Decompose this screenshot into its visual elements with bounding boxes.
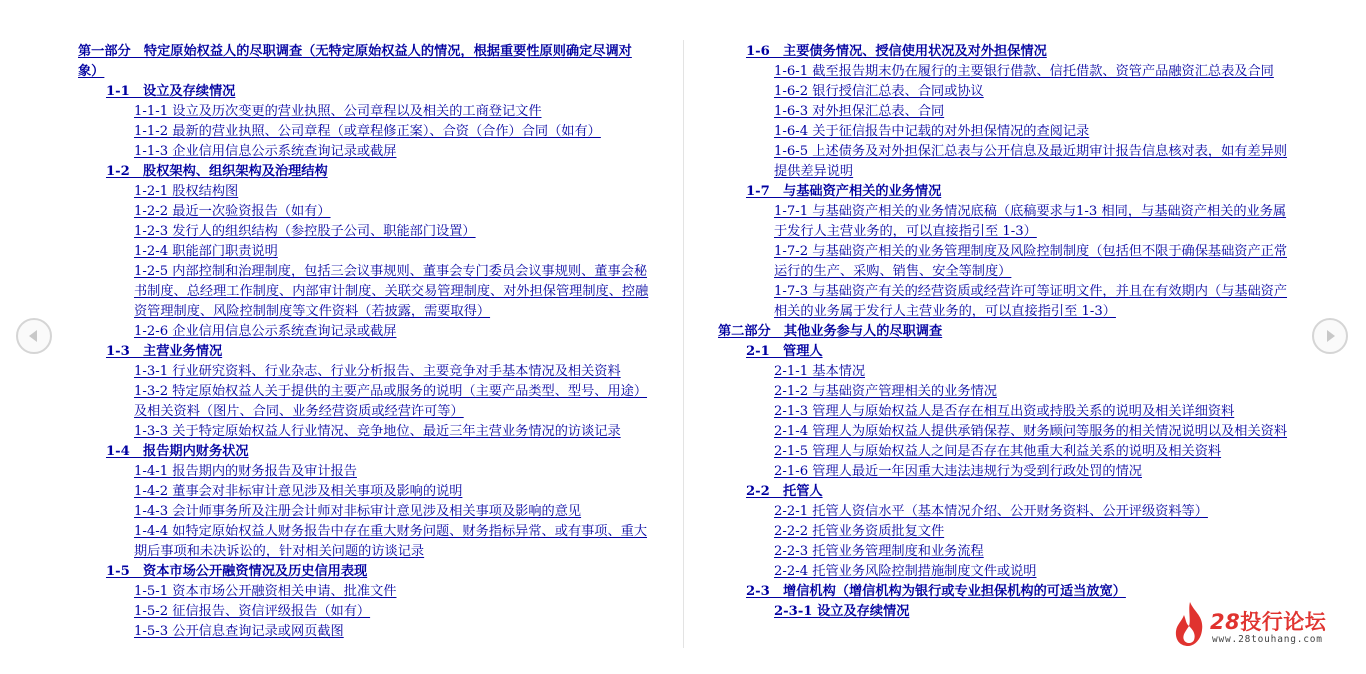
toc-item-link[interactable]: 1-4-1 报告期内的财务报告及审计报告 (134, 464, 357, 479)
watermark-url: www.28touhang.com (1212, 634, 1323, 645)
toc-item-link[interactable]: 1-2-5 内部控制和治理制度，包括三会议事规则、董事会专门委员会议事规则、董事会秘书制度、总经理工作制度、内部审计制度、关联交易管理制度、对外担保管理制度、控融资管理制度、风险控制制度等文件资料（若披露，需要取得） (134, 264, 649, 319)
toc-item-link[interactable]: 1-2-6 企业信用信息公示系统查询记录或截屏 (134, 324, 397, 339)
toc-item-link[interactable]: 2-1-1 基本情况 (774, 364, 866, 379)
toc-item-link[interactable]: 1-6-3 对外担保汇总表、合同 (774, 104, 945, 119)
column-divider (683, 40, 684, 648)
toc-item-link[interactable]: 2-2-3 托管业务管理制度和业务流程 (774, 544, 984, 559)
toc-item-link[interactable]: 1-5-1 资本市场公开融资相关申请、批准文件 (134, 584, 397, 599)
toc-item-link[interactable]: 2-1-4 管理人为原始权益人提供承销保荐、财务顾问等服务的相关情况说明以及相关资料 (774, 424, 1288, 439)
toc-item-link[interactable]: 1-5-3 公开信息查询记录或网页截图 (134, 624, 344, 639)
toc-item-link[interactable]: 1-6-4 关于征信报告中记载的对外担保情况的查阅记录 (774, 124, 1090, 139)
toc-item-link[interactable]: 1-5-2 征信报告、资信评级报告（如有） (134, 604, 371, 619)
toc-item-link[interactable]: 1-2-4 职能部门职责说明 (134, 244, 278, 259)
watermark-title: 28投行论坛 (1210, 610, 1327, 634)
toc-section-heading[interactable]: 1-1 设立及存续情况 (106, 84, 236, 99)
toc-item-link[interactable]: 1-2-1 股权结构图 (134, 184, 239, 199)
right-column (718, 42, 1290, 622)
toc-item-link[interactable]: 1-4-2 董事会对非标审计意见涉及相关事项及影响的说明 (134, 484, 463, 499)
toc-item-link[interactable]: 2-1-5 管理人与原始权益人之间是否存在其他重大利益关系的说明及相关资料 (774, 444, 1222, 459)
toc-item-link[interactable]: 2-1-6 管理人最近一年因重大违法违规行为受到行政处罚的情况 (774, 464, 1142, 479)
toc-item-link[interactable]: 1-7-3 与基础资产有关的经营资质或经营许可等证明文件，并且在有效期内（与基础资产相关的业务属于发行人主营业务的，可以直接指引至 1-3） (774, 284, 1288, 319)
toc-item-link[interactable]: 1-2-2 最近一次验资报告（如有） (134, 204, 331, 219)
toc-item-link[interactable]: 2-3-1 设立及存续情况 (774, 604, 910, 619)
previous-page-button[interactable] (16, 318, 52, 354)
toc-section-heading[interactable]: 2-3 增信机构（增信机构为银行或专业担保机构的可适当放宽） (746, 584, 1126, 599)
toc-section-heading[interactable]: 1-6 主要债务情况、授信使用状况及对外担保情况 (746, 44, 1047, 59)
toc-section-heading[interactable]: 1-3 主营业务情况 (106, 344, 223, 359)
left-column (78, 42, 650, 642)
toc-section-heading[interactable]: 2-1 管理人 (746, 344, 823, 359)
next-page-button[interactable] (1312, 318, 1348, 354)
toc-item-link[interactable]: 1-2-3 发行人的组织结构（参控股子公司、职能部门设置） (134, 224, 476, 239)
toc-item-link[interactable]: 2-2-4 托管业务风险控制措施制度文件或说明 (774, 564, 1037, 579)
chevron-right-icon (1323, 329, 1337, 343)
toc-section-heading[interactable]: 1-5 资本市场公开融资情况及历史信用表现 (106, 564, 368, 579)
toc-section-heading[interactable]: 1-2 股权架构、组织架构及治理结构 (106, 164, 328, 179)
toc-item-link[interactable]: 1-7-1 与基础资产相关的业务情况底稿（底稿要求与1-3 相同，与基础资产相关的业务属于发行人主营业务的，可以直接指引至 1-3） (774, 204, 1287, 239)
toc-item-link[interactable]: 1-3-3 关于特定原始权益人行业情况、竞争地位、最近三年主营业务情况的访谈记录 (134, 424, 621, 439)
toc-item-link[interactable]: 1-6-2 银行授信汇总表、合同或协议 (774, 84, 984, 99)
toc-item-link[interactable]: 1-1-3 企业信用信息公示系统查询记录或截屏 (134, 144, 397, 159)
toc-part-heading[interactable]: 第二部分 其他业务参与人的尽职调查 (718, 324, 943, 339)
toc-item-link[interactable]: 1-4-4 如特定原始权益人财务报告中存在重大财务问题、财务指标异常、或有事项、重大期后事项和未决诉讼的，针对相关问题的访谈记录 (134, 524, 648, 559)
toc-item-link[interactable]: 1-6-1 截至报告期末仍在履行的主要银行借款、信托借款、资管产品融资汇总表及合同 (774, 64, 1274, 79)
toc-item-link[interactable]: 1-1-1 设立及历次变更的营业执照、公司章程以及相关的工商登记文件 (134, 104, 542, 119)
toc-part-heading[interactable]: 第一部分 特定原始权益人的尽职调查（无特定原始权益人的情况，根据重要性原则确定尽调对象） (78, 44, 632, 79)
toc-item-link[interactable]: 1-6-5 上述债务及对外担保汇总表与公开信息及最近期审计报告信息核对表，如有差异则提供差异说明 (774, 144, 1288, 179)
toc-item-link[interactable]: 2-1-3 管理人与原始权益人是否存在相互出资或持股关系的说明及相关详细资料 (774, 404, 1235, 419)
flame-icon (1172, 600, 1208, 648)
toc-item-link[interactable]: 1-4-3 会计师事务所及注册会计师对非标审计意见涉及相关事项及影响的意见 (134, 504, 582, 519)
toc-item-link[interactable]: 1-1-2 最新的营业执照、公司章程（或章程修正案）、合资（合作）合同（如有） (134, 124, 601, 139)
toc-item-link[interactable]: 1-3-2 特定原始权益人关于提供的主要产品或服务的说明（主要产品类型、型号、用途）及相关资料（图片、合同、业务经营资质或经营许可等） (134, 384, 648, 419)
toc-section-heading[interactable]: 1-7 与基础资产相关的业务情况 (746, 184, 942, 199)
toc-section-heading[interactable]: 1-4 报告期内财务状况 (106, 444, 249, 459)
toc-item-link[interactable]: 2-1-2 与基础资产管理相关的业务情况 (774, 384, 997, 399)
watermark-logo (1172, 600, 1352, 652)
toc-section-heading[interactable]: 2-2 托管人 (746, 484, 823, 499)
chevron-left-icon (27, 329, 41, 343)
toc-item-link[interactable]: 1-7-2 与基础资产相关的业务管理制度及风险控制制度（包括但不限于确保基础资产正常运行的生产、采购、销售、安全等制度） (774, 244, 1288, 279)
toc-item-link[interactable]: 2-2-1 托管人资信水平（基本情况介绍、公开财务资料、公开评级资料等） (774, 504, 1208, 519)
toc-item-link[interactable]: 2-2-2 托管业务资质批复文件 (774, 524, 945, 539)
toc-item-link[interactable]: 1-3-1 行业研究资料、行业杂志、行业分析报告、主要竞争对手基本情况及相关资料 (134, 364, 621, 379)
